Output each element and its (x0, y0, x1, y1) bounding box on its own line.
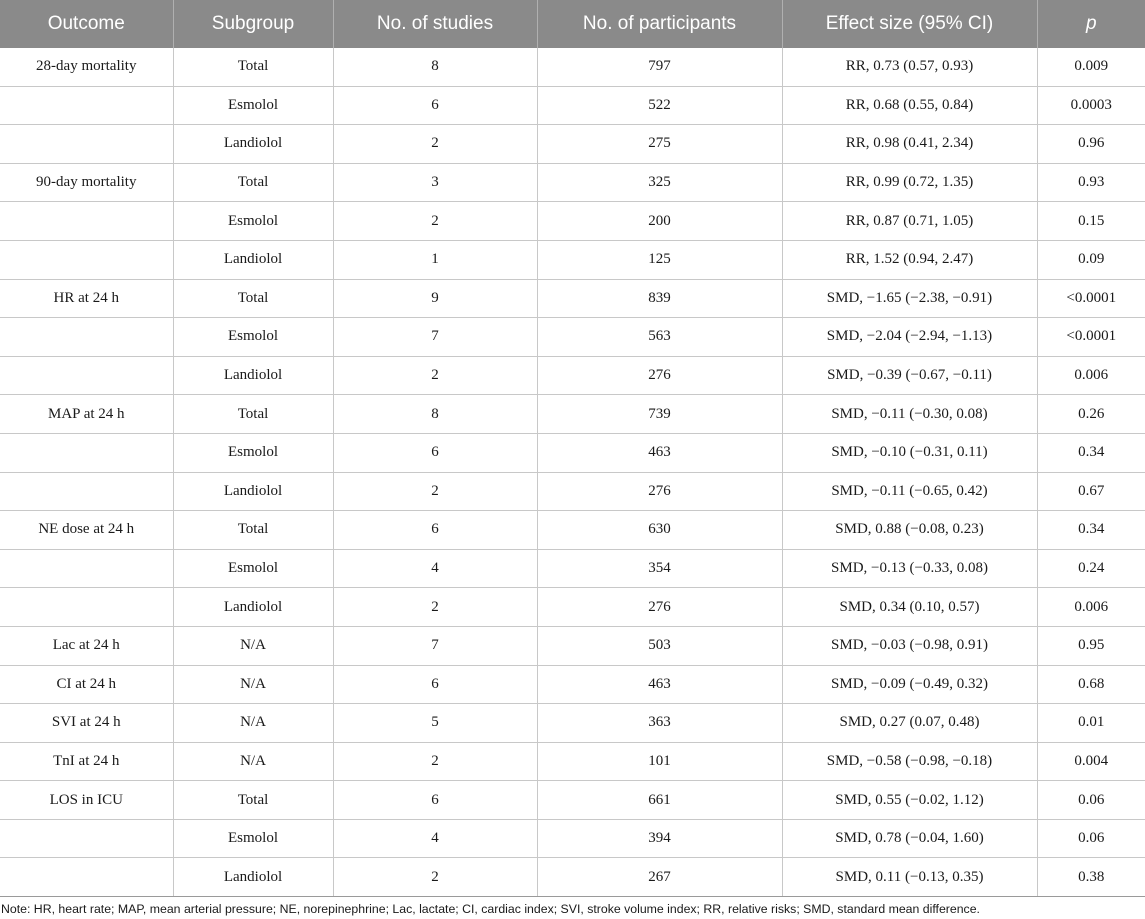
studies-cell: 2 (333, 588, 537, 627)
participants-cell: 200 (537, 202, 782, 241)
effect-size-cell: SMD, −0.11 (−0.30, 0.08) (782, 395, 1037, 434)
participants-cell: 101 (537, 742, 782, 781)
participants-cell: 267 (537, 858, 782, 897)
p-value-cell: 0.006 (1037, 356, 1145, 395)
effect-size-cell: SMD, −1.65 (−2.38, −0.91) (782, 279, 1037, 318)
participants-cell: 363 (537, 704, 782, 743)
p-value-cell: 0.0003 (1037, 86, 1145, 125)
header-row (0, 0, 1145, 48)
participants-cell: 503 (537, 626, 782, 665)
subgroup-cell: Landiolol (173, 356, 333, 395)
table-row (0, 202, 1145, 241)
p-value-cell: 0.67 (1037, 472, 1145, 511)
participants-cell: 839 (537, 279, 782, 318)
studies-cell: 8 (333, 48, 537, 86)
table-row (0, 511, 1145, 550)
studies-cell: 6 (333, 433, 537, 472)
outcome-cell: SVI at 24 h (0, 704, 173, 743)
outcome-cell (0, 472, 173, 511)
effect-size-cell: SMD, 0.88 (−0.08, 0.23) (782, 511, 1037, 550)
table-row (0, 240, 1145, 279)
table-row (0, 858, 1145, 897)
participants-cell: 522 (537, 86, 782, 125)
subgroup-cell: Total (173, 511, 333, 550)
table-row (0, 163, 1145, 202)
studies-cell: 5 (333, 704, 537, 743)
outcome-cell (0, 318, 173, 357)
p-value-cell: 0.96 (1037, 125, 1145, 164)
p-value-cell: 0.06 (1037, 781, 1145, 820)
subgroup-cell: Esmolol (173, 819, 333, 858)
outcome-cell: 28-day mortality (0, 48, 173, 86)
subgroup-cell: N/A (173, 665, 333, 704)
subgroup-cell: Esmolol (173, 433, 333, 472)
studies-cell: 3 (333, 163, 537, 202)
studies-cell: 1 (333, 240, 537, 279)
effect-size-cell: SMD, −0.13 (−0.33, 0.08) (782, 549, 1037, 588)
subgroup-cell: Esmolol (173, 318, 333, 357)
studies-cell: 2 (333, 858, 537, 897)
table-row (0, 704, 1145, 743)
studies-cell: 9 (333, 279, 537, 318)
subgroup-cell: Total (173, 279, 333, 318)
effect-size-cell: SMD, −0.39 (−0.67, −0.11) (782, 356, 1037, 395)
studies-cell: 2 (333, 125, 537, 164)
effect-size-cell: SMD, 0.11 (−0.13, 0.35) (782, 858, 1037, 897)
p-value-cell: 0.009 (1037, 48, 1145, 86)
studies-cell: 6 (333, 665, 537, 704)
studies-cell: 6 (333, 86, 537, 125)
outcome-cell: Lac at 24 h (0, 626, 173, 665)
table-row (0, 433, 1145, 472)
studies-cell: 6 (333, 511, 537, 550)
header-no-of-participants: No. of participants (537, 0, 782, 48)
subgroup-cell: Esmolol (173, 202, 333, 241)
participants-cell: 394 (537, 819, 782, 858)
subgroup-cell: Landiolol (173, 588, 333, 627)
studies-cell: 4 (333, 549, 537, 588)
effect-size-cell: SMD, −0.58 (−0.98, −0.18) (782, 742, 1037, 781)
table-row (0, 472, 1145, 511)
subgroup-cell: Total (173, 163, 333, 202)
outcome-cell: TnI at 24 h (0, 742, 173, 781)
table-row (0, 819, 1145, 858)
effect-size-cell: RR, 1.52 (0.94, 2.47) (782, 240, 1037, 279)
outcome-cell (0, 819, 173, 858)
studies-cell: 2 (333, 356, 537, 395)
outcome-cell (0, 549, 173, 588)
subgroup-cell: Landiolol (173, 125, 333, 164)
header-effect-size: Effect size (95% CI) (782, 0, 1037, 48)
p-value-cell: 0.38 (1037, 858, 1145, 897)
participants-cell: 276 (537, 356, 782, 395)
subgroup-cell: Landiolol (173, 858, 333, 897)
subgroup-cell: Total (173, 395, 333, 434)
table-row (0, 86, 1145, 125)
studies-cell: 2 (333, 472, 537, 511)
subgroup-cell: N/A (173, 742, 333, 781)
p-value-cell: 0.01 (1037, 704, 1145, 743)
header-no-of-studies: No. of studies (333, 0, 537, 48)
p-value-cell: ˂0.0001 (1037, 279, 1145, 318)
subgroup-cell: Esmolol (173, 86, 333, 125)
table-row (0, 279, 1145, 318)
effect-size-cell: RR, 0.68 (0.55, 0.84) (782, 86, 1037, 125)
effect-size-cell: SMD, −0.03 (−0.98, 0.91) (782, 626, 1037, 665)
table-footnote: Note: HR, heart rate; MAP, mean arterial pressure; NE, norepinephrine; Lac, lactate; CI, cardiac index; SVI, stroke volume index; RR, relative risks; SMD, standard mean difference. (1, 902, 980, 916)
outcome-cell (0, 858, 173, 897)
p-value-cell: 0.93 (1037, 163, 1145, 202)
participants-cell: 463 (537, 665, 782, 704)
participants-cell: 354 (537, 549, 782, 588)
participants-cell: 563 (537, 318, 782, 357)
subgroup-cell: N/A (173, 704, 333, 743)
p-value-cell: 0.26 (1037, 395, 1145, 434)
effect-size-cell: SMD, 0.27 (0.07, 0.48) (782, 704, 1037, 743)
studies-cell: 8 (333, 395, 537, 434)
p-value-cell: 0.06 (1037, 819, 1145, 858)
outcome-cell (0, 433, 173, 472)
table-row (0, 626, 1145, 665)
subgroup-cell: Esmolol (173, 549, 333, 588)
header-subgroup: Subgroup (173, 0, 333, 48)
outcome-cell (0, 356, 173, 395)
p-value-cell: 0.09 (1037, 240, 1145, 279)
outcome-cell (0, 202, 173, 241)
header-outcome: Outcome (0, 0, 173, 48)
participants-cell: 325 (537, 163, 782, 202)
participants-cell: 630 (537, 511, 782, 550)
outcome-cell: NE dose at 24 h (0, 511, 173, 550)
table-row (0, 318, 1145, 357)
participants-cell: 739 (537, 395, 782, 434)
p-value-cell: 0.68 (1037, 665, 1145, 704)
table-row (0, 356, 1145, 395)
studies-cell: 7 (333, 318, 537, 357)
table-row (0, 125, 1145, 164)
effect-size-cell: RR, 0.73 (0.57, 0.93) (782, 48, 1037, 86)
effect-size-cell: RR, 0.98 (0.41, 2.34) (782, 125, 1037, 164)
participants-cell: 661 (537, 781, 782, 820)
table-row (0, 742, 1145, 781)
participants-cell: 275 (537, 125, 782, 164)
outcome-cell: HR at 24 h (0, 279, 173, 318)
table-row (0, 588, 1145, 627)
outcome-cell (0, 588, 173, 627)
p-value-cell: 0.34 (1037, 433, 1145, 472)
studies-cell: 2 (333, 742, 537, 781)
effect-size-cell: SMD, −0.10 (−0.31, 0.11) (782, 433, 1037, 472)
p-value-cell: 0.004 (1037, 742, 1145, 781)
outcome-cell: 90-day mortality (0, 163, 173, 202)
header-p-value: p (1037, 0, 1145, 48)
participants-cell: 797 (537, 48, 782, 86)
table-header (0, 0, 1145, 48)
studies-cell: 7 (333, 626, 537, 665)
effect-size-cell: RR, 0.99 (0.72, 1.35) (782, 163, 1037, 202)
subgroup-cell: Landiolol (173, 240, 333, 279)
participants-cell: 463 (537, 433, 782, 472)
outcome-cell (0, 125, 173, 164)
table-row (0, 549, 1145, 588)
p-value-cell: 0.95 (1037, 626, 1145, 665)
table-row (0, 48, 1145, 86)
effect-size-cell: SMD, −0.09 (−0.49, 0.32) (782, 665, 1037, 704)
table-row (0, 395, 1145, 434)
p-value-cell: 0.15 (1037, 202, 1145, 241)
effect-size-cell: SMD, −2.04 (−2.94, −1.13) (782, 318, 1037, 357)
table-row (0, 781, 1145, 820)
participants-cell: 125 (537, 240, 782, 279)
studies-cell: 2 (333, 202, 537, 241)
p-value-cell: ˂0.0001 (1037, 318, 1145, 357)
subgroup-cell: N/A (173, 626, 333, 665)
outcome-cell: MAP at 24 h (0, 395, 173, 434)
outcome-cell (0, 86, 173, 125)
outcome-cell: CI at 24 h (0, 665, 173, 704)
effect-size-cell: SMD, 0.55 (−0.02, 1.12) (782, 781, 1037, 820)
subgroup-cell: Total (173, 48, 333, 86)
p-value-cell: 0.24 (1037, 549, 1145, 588)
outcome-cell (0, 240, 173, 279)
studies-cell: 4 (333, 819, 537, 858)
participants-cell: 276 (537, 472, 782, 511)
subgroup-cell: Landiolol (173, 472, 333, 511)
outcome-cell: LOS in ICU (0, 781, 173, 820)
studies-cell: 6 (333, 781, 537, 820)
table-body (0, 48, 1145, 897)
table-row (0, 665, 1145, 704)
subgroup-cell: Total (173, 781, 333, 820)
effect-size-cell: SMD, 0.78 (−0.04, 1.60) (782, 819, 1037, 858)
p-value-cell: 0.34 (1037, 511, 1145, 550)
p-value-cell: 0.006 (1037, 588, 1145, 627)
effect-size-cell: SMD, −0.11 (−0.65, 0.42) (782, 472, 1037, 511)
participants-cell: 276 (537, 588, 782, 627)
effect-size-cell: SMD, 0.34 (0.10, 0.57) (782, 588, 1037, 627)
effect-size-cell: RR, 0.87 (0.71, 1.05) (782, 202, 1037, 241)
